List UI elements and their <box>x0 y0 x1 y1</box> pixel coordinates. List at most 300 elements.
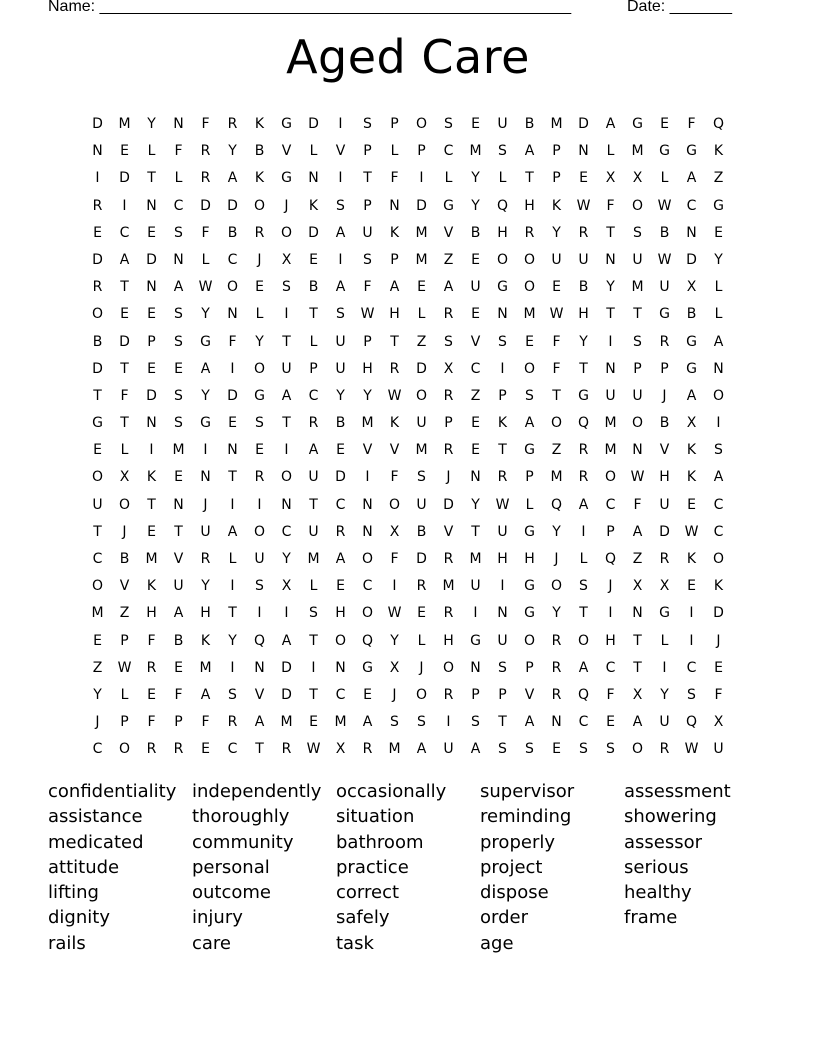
grid-letter[interactable]: A <box>686 387 697 404</box>
grid-letter[interactable]: O <box>226 279 239 296</box>
grid-letter[interactable]: L <box>417 632 426 649</box>
grid-letter[interactable]: U <box>281 360 292 377</box>
grid-letter[interactable]: J <box>122 523 127 540</box>
grid-letter[interactable]: G <box>686 143 697 160</box>
grid-letter[interactable]: B <box>92 333 103 350</box>
grid-letter[interactable]: S <box>336 306 345 323</box>
grid-letter[interactable]: G <box>524 442 535 459</box>
grid-letter[interactable]: O <box>415 116 428 132</box>
grid-letter[interactable]: E <box>147 523 156 540</box>
grid-letter[interactable]: P <box>120 632 129 649</box>
grid-letter[interactable]: O <box>253 197 266 214</box>
grid-letter[interactable]: T <box>633 306 642 323</box>
grid-letter[interactable]: E <box>147 360 156 377</box>
grid-letter[interactable]: U <box>200 523 211 540</box>
grid-letter[interactable]: F <box>201 224 210 241</box>
grid-letter[interactable]: O <box>550 415 563 432</box>
grid-letter[interactable]: E <box>93 632 102 649</box>
grid-letter[interactable]: A <box>119 251 130 268</box>
grid-letter[interactable]: T <box>228 469 237 486</box>
grid-letter[interactable]: O <box>604 469 617 486</box>
grid-letter[interactable]: R <box>443 442 454 459</box>
grid-letter[interactable]: M <box>631 143 644 160</box>
grid-letter[interactable]: V <box>362 442 373 459</box>
grid-letter[interactable]: S <box>255 578 264 595</box>
grid-letter[interactable]: E <box>660 116 669 132</box>
grid-letter[interactable]: F <box>174 143 183 160</box>
grid-letter[interactable]: P <box>498 686 507 703</box>
grid-letter[interactable]: E <box>336 442 345 459</box>
grid-letter[interactable]: P <box>363 197 372 214</box>
date-field[interactable]: Date: _______ <box>627 0 732 15</box>
grid-letter[interactable]: P <box>498 387 507 404</box>
grid-letter[interactable]: Z <box>551 442 562 459</box>
grid-letter[interactable]: A <box>605 116 616 132</box>
grid-letter[interactable]: H <box>524 197 535 214</box>
grid-letter[interactable]: O <box>577 632 590 649</box>
grid-letter[interactable]: J <box>662 387 667 404</box>
grid-letter[interactable]: P <box>390 116 399 132</box>
grid-letter[interactable]: Y <box>201 306 210 323</box>
grid-letter[interactable]: A <box>524 415 535 432</box>
grid-letter[interactable]: E <box>471 306 480 323</box>
grid-letter[interactable]: R <box>551 686 562 703</box>
grid-letter[interactable]: R <box>578 224 589 241</box>
grid-letter[interactable]: L <box>498 170 507 187</box>
grid-letter[interactable]: X <box>389 659 400 676</box>
grid-letter[interactable]: A <box>443 279 454 296</box>
grid-letter[interactable]: E <box>417 605 426 622</box>
grid-letter[interactable]: J <box>446 469 451 486</box>
grid-letter[interactable]: X <box>335 741 346 758</box>
grid-letter[interactable]: M <box>361 415 374 432</box>
grid-letter[interactable]: O <box>253 360 266 377</box>
grid-letter[interactable]: S <box>714 442 723 459</box>
grid-letter[interactable]: A <box>173 605 184 622</box>
grid-letter[interactable]: X <box>281 251 292 268</box>
grid-letter[interactable]: B <box>416 523 427 540</box>
grid-letter[interactable]: I <box>365 469 370 486</box>
grid-letter[interactable]: V <box>119 578 130 595</box>
grid-letter[interactable]: S <box>174 306 183 323</box>
grid-letter[interactable]: P <box>363 333 372 350</box>
grid-letter[interactable]: R <box>443 605 454 622</box>
grid-letter[interactable]: S <box>444 333 453 350</box>
grid-letter[interactable]: I <box>257 496 262 513</box>
grid-letter[interactable]: E <box>255 442 264 459</box>
grid-letter[interactable]: S <box>498 741 507 758</box>
grid-letter[interactable]: R <box>578 442 589 459</box>
grid-letter[interactable]: X <box>119 469 130 486</box>
grid-letter[interactable]: L <box>444 170 453 187</box>
grid-letter[interactable]: U <box>416 496 427 513</box>
grid-letter[interactable]: T <box>309 496 318 513</box>
grid-letter[interactable]: Q <box>604 551 617 567</box>
grid-letter[interactable]: M <box>307 551 320 567</box>
grid-letter[interactable]: C <box>686 659 697 676</box>
grid-letter[interactable]: L <box>174 170 183 187</box>
grid-letter[interactable]: O <box>253 523 266 540</box>
grid-letter[interactable]: I <box>284 306 289 323</box>
grid-letter[interactable]: Z <box>92 659 103 676</box>
grid-letter[interactable]: U <box>308 469 319 486</box>
grid-letter[interactable]: N <box>551 714 562 731</box>
grid-letter[interactable]: U <box>92 496 103 513</box>
grid-letter[interactable]: P <box>363 143 372 160</box>
grid-letter[interactable]: R <box>524 224 535 241</box>
grid-letter[interactable]: T <box>579 360 588 377</box>
grid-letter[interactable]: I <box>392 578 397 595</box>
grid-letter[interactable]: Q <box>577 686 590 703</box>
grid-letter[interactable]: U <box>497 116 508 132</box>
grid-letter[interactable]: P <box>390 251 399 268</box>
grid-letter[interactable]: M <box>550 469 563 486</box>
grid-letter[interactable]: D <box>578 116 589 132</box>
grid-letter[interactable]: B <box>524 116 535 132</box>
grid-letter[interactable]: A <box>524 143 535 160</box>
grid-letter[interactable]: S <box>174 333 183 350</box>
grid-letter[interactable]: N <box>632 442 643 459</box>
grid-letter[interactable]: T <box>309 306 318 323</box>
grid-letter[interactable]: I <box>338 116 343 132</box>
grid-letter[interactable]: E <box>120 306 129 323</box>
grid-letter[interactable]: L <box>228 551 237 567</box>
grid-letter[interactable]: E <box>714 224 723 241</box>
grid-letter[interactable]: L <box>309 333 318 350</box>
grid-letter[interactable]: H <box>335 605 346 622</box>
grid-letter[interactable]: N <box>173 496 184 513</box>
grid-letter[interactable]: T <box>498 442 507 459</box>
grid-letter[interactable]: H <box>659 469 670 486</box>
grid-letter[interactable]: B <box>578 279 589 296</box>
grid-letter[interactable]: C <box>119 224 130 241</box>
grid-letter[interactable]: J <box>716 632 721 649</box>
grid-letter[interactable]: R <box>659 551 670 567</box>
grid-letter[interactable]: U <box>416 415 427 432</box>
grid-letter[interactable]: R <box>443 306 454 323</box>
grid-letter[interactable]: C <box>335 496 346 513</box>
grid-letter[interactable]: D <box>308 224 319 241</box>
grid-letter[interactable]: T <box>363 170 372 187</box>
grid-letter[interactable]: X <box>632 578 643 595</box>
grid-letter[interactable]: L <box>714 279 723 296</box>
grid-letter[interactable]: D <box>146 251 157 268</box>
grid-letter[interactable]: L <box>120 442 129 459</box>
grid-letter[interactable]: S <box>579 741 588 758</box>
grid-letter[interactable]: M <box>550 116 563 132</box>
grid-letter[interactable]: W <box>630 469 645 486</box>
grid-letter[interactable]: J <box>554 551 559 567</box>
grid-letter[interactable]: E <box>579 170 588 187</box>
grid-letter[interactable]: A <box>335 551 346 567</box>
grid-letter[interactable]: I <box>608 333 613 350</box>
grid-letter[interactable]: E <box>174 659 183 676</box>
grid-letter[interactable]: C <box>605 496 616 513</box>
grid-letter[interactable]: H <box>200 605 211 622</box>
grid-letter[interactable]: D <box>335 469 346 486</box>
grid-letter[interactable]: R <box>416 578 427 595</box>
grid-letter[interactable]: I <box>311 659 316 676</box>
grid-letter[interactable]: A <box>200 360 211 377</box>
grid-letter[interactable]: N <box>605 360 616 377</box>
grid-letter[interactable]: N <box>146 415 157 432</box>
grid-letter[interactable]: F <box>714 686 723 703</box>
grid-letter[interactable]: Y <box>660 686 669 703</box>
grid-letter[interactable]: D <box>281 659 292 676</box>
grid-letter[interactable]: A <box>578 659 589 676</box>
grid-letter[interactable]: N <box>578 143 589 160</box>
grid-letter[interactable]: I <box>662 659 667 676</box>
grid-letter[interactable]: E <box>174 360 183 377</box>
grid-letter[interactable]: O <box>496 251 509 268</box>
grid-letter[interactable]: A <box>713 469 724 486</box>
grid-letter[interactable]: K <box>389 415 400 432</box>
grid-letter[interactable]: D <box>119 333 130 350</box>
grid-letter[interactable]: M <box>145 551 158 567</box>
grid-letter[interactable]: R <box>659 333 670 350</box>
grid-letter[interactable]: S <box>309 605 318 622</box>
grid-letter[interactable]: R <box>146 659 157 676</box>
grid-letter[interactable]: W <box>684 741 699 758</box>
grid-letter[interactable]: O <box>280 469 293 486</box>
grid-letter[interactable]: G <box>524 578 535 595</box>
grid-letter[interactable]: F <box>687 116 696 132</box>
grid-letter[interactable]: I <box>446 714 451 731</box>
grid-letter[interactable]: O <box>523 632 536 649</box>
grid-letter[interactable]: U <box>443 741 454 758</box>
grid-letter[interactable]: F <box>228 333 237 350</box>
grid-letter[interactable]: N <box>335 659 346 676</box>
grid-letter[interactable]: I <box>203 442 208 459</box>
grid-letter[interactable]: Q <box>685 714 698 731</box>
grid-letter[interactable]: G <box>281 116 292 132</box>
grid-letter[interactable]: F <box>606 686 615 703</box>
grid-letter[interactable]: P <box>552 143 561 160</box>
grid-letter[interactable]: F <box>390 469 399 486</box>
grid-letter[interactable]: M <box>118 116 131 132</box>
grid-letter[interactable]: W <box>117 659 132 676</box>
grid-letter[interactable]: T <box>552 387 561 404</box>
grid-letter[interactable]: E <box>147 224 156 241</box>
grid-letter[interactable]: V <box>470 333 481 350</box>
grid-letter[interactable]: S <box>606 741 615 758</box>
grid-letter[interactable]: G <box>713 197 724 214</box>
grid-letter[interactable]: P <box>417 143 426 160</box>
grid-letter[interactable]: B <box>659 415 670 432</box>
grid-letter[interactable]: G <box>578 387 589 404</box>
grid-letter[interactable]: S <box>363 116 372 132</box>
grid-letter[interactable]: P <box>120 714 129 731</box>
grid-letter[interactable]: S <box>579 578 588 595</box>
grid-letter[interactable]: L <box>201 251 210 268</box>
grid-letter[interactable]: O <box>523 279 536 296</box>
grid-letter[interactable]: E <box>93 224 102 241</box>
grid-letter[interactable]: T <box>633 632 642 649</box>
grid-letter[interactable]: D <box>227 197 238 214</box>
grid-letter[interactable]: W <box>684 523 699 540</box>
grid-letter[interactable]: U <box>335 333 346 350</box>
grid-letter[interactable]: K <box>254 116 265 132</box>
grid-letter[interactable]: Z <box>119 605 130 622</box>
grid-letter[interactable]: E <box>687 496 696 513</box>
grid-letter[interactable]: U <box>497 632 508 649</box>
grid-letter[interactable]: Y <box>201 578 210 595</box>
grid-letter[interactable]: F <box>147 714 156 731</box>
grid-letter[interactable]: U <box>551 251 562 268</box>
grid-letter[interactable]: G <box>497 279 508 296</box>
grid-letter[interactable]: T <box>471 523 480 540</box>
grid-letter[interactable]: E <box>309 251 318 268</box>
grid-letter[interactable]: E <box>309 714 318 731</box>
grid-letter[interactable]: U <box>497 523 508 540</box>
grid-letter[interactable]: G <box>200 415 211 432</box>
grid-letter[interactable]: I <box>338 170 343 187</box>
grid-letter[interactable]: M <box>388 741 401 758</box>
grid-letter[interactable]: O <box>91 469 104 486</box>
grid-letter[interactable]: Y <box>93 686 102 703</box>
grid-letter[interactable]: W <box>657 251 672 268</box>
grid-letter[interactable]: M <box>442 578 455 595</box>
grid-letter[interactable]: M <box>415 224 428 241</box>
grid-letter[interactable]: R <box>443 387 454 404</box>
grid-letter[interactable]: P <box>633 360 642 377</box>
grid-letter[interactable]: C <box>686 197 697 214</box>
grid-letter[interactable]: F <box>633 496 642 513</box>
grid-letter[interactable]: U <box>470 578 481 595</box>
grid-letter[interactable]: L <box>660 170 669 187</box>
grid-letter[interactable]: T <box>120 279 129 296</box>
grid-letter[interactable]: R <box>200 551 211 567</box>
grid-letter[interactable]: Y <box>228 632 237 649</box>
grid-letter[interactable]: T <box>228 605 237 622</box>
grid-letter[interactable]: Y <box>336 387 345 404</box>
grid-letter[interactable]: G <box>524 605 535 622</box>
grid-letter[interactable]: M <box>523 306 536 323</box>
grid-letter[interactable]: G <box>524 523 535 540</box>
grid-letter[interactable]: K <box>146 578 157 595</box>
grid-letter[interactable]: F <box>363 279 372 296</box>
grid-letter[interactable]: S <box>336 197 345 214</box>
grid-letter[interactable]: A <box>308 442 319 459</box>
grid-letter[interactable]: N <box>362 496 373 513</box>
grid-letter[interactable]: G <box>281 170 292 187</box>
grid-letter[interactable]: T <box>606 306 615 323</box>
grid-letter[interactable]: D <box>92 360 103 377</box>
grid-letter[interactable]: E <box>147 686 156 703</box>
grid-letter[interactable]: O <box>361 605 374 622</box>
grid-letter[interactable]: T <box>606 224 615 241</box>
grid-letter[interactable]: S <box>255 415 264 432</box>
grid-letter[interactable]: P <box>174 714 183 731</box>
grid-letter[interactable]: F <box>201 714 210 731</box>
grid-letter[interactable]: C <box>92 551 103 567</box>
grid-letter[interactable]: R <box>227 116 238 132</box>
grid-letter[interactable]: U <box>578 251 589 268</box>
grid-letter[interactable]: I <box>581 523 586 540</box>
grid-letter[interactable]: E <box>228 415 237 432</box>
grid-letter[interactable]: N <box>605 251 616 268</box>
grid-letter[interactable]: M <box>280 714 293 731</box>
grid-letter[interactable]: C <box>308 387 319 404</box>
grid-letter[interactable]: A <box>281 632 292 649</box>
grid-letter[interactable]: S <box>174 387 183 404</box>
grid-letter[interactable]: Y <box>552 224 561 241</box>
grid-letter[interactable]: B <box>470 224 481 241</box>
grid-letter[interactable]: B <box>119 551 130 567</box>
grid-letter[interactable]: M <box>415 251 428 268</box>
grid-letter[interactable]: E <box>147 306 156 323</box>
grid-letter[interactable]: C <box>713 523 724 540</box>
grid-letter[interactable]: G <box>362 659 373 676</box>
grid-letter[interactable]: B <box>308 279 319 296</box>
grid-letter[interactable]: G <box>443 197 454 214</box>
grid-letter[interactable]: T <box>282 415 291 432</box>
grid-letter[interactable]: P <box>444 415 453 432</box>
grid-letter[interactable]: V <box>659 442 670 459</box>
grid-letter[interactable]: V <box>254 686 265 703</box>
grid-letter[interactable]: R <box>389 360 400 377</box>
grid-letter[interactable]: Y <box>390 632 399 649</box>
grid-letter[interactable]: I <box>122 197 127 214</box>
grid-letter[interactable]: H <box>146 605 157 622</box>
grid-letter[interactable]: R <box>497 469 508 486</box>
grid-letter[interactable]: K <box>713 578 724 595</box>
grid-letter[interactable]: I <box>95 170 100 187</box>
grid-letter[interactable]: I <box>473 605 478 622</box>
grid-letter[interactable]: X <box>281 578 292 595</box>
grid-letter[interactable]: B <box>173 632 184 649</box>
grid-letter[interactable]: L <box>309 578 318 595</box>
grid-letter[interactable]: S <box>471 714 480 731</box>
grid-letter[interactable]: B <box>686 306 697 323</box>
grid-letter[interactable]: B <box>254 143 265 160</box>
grid-letter[interactable]: N <box>470 469 481 486</box>
grid-letter[interactable]: Y <box>471 496 480 513</box>
grid-letter[interactable]: G <box>659 605 670 622</box>
grid-letter[interactable]: E <box>417 279 426 296</box>
grid-letter[interactable]: D <box>281 686 292 703</box>
grid-letter[interactable]: W <box>495 496 510 513</box>
grid-letter[interactable]: U <box>308 523 319 540</box>
grid-letter[interactable]: S <box>525 741 534 758</box>
grid-letter[interactable]: N <box>470 659 481 676</box>
grid-letter[interactable]: O <box>712 387 725 404</box>
grid-letter[interactable]: X <box>713 714 724 731</box>
grid-letter[interactable]: D <box>416 197 427 214</box>
grid-letter[interactable]: A <box>281 387 292 404</box>
grid-letter[interactable]: G <box>254 387 265 404</box>
grid-letter[interactable]: U <box>713 741 724 758</box>
grid-letter[interactable]: L <box>579 551 588 567</box>
grid-letter[interactable]: K <box>686 469 697 486</box>
grid-letter[interactable]: T <box>390 333 399 350</box>
grid-letter[interactable]: S <box>174 415 183 432</box>
grid-letter[interactable]: E <box>714 659 723 676</box>
grid-letter[interactable]: F <box>552 333 561 350</box>
grid-letter[interactable]: C <box>578 714 589 731</box>
grid-letter[interactable]: Y <box>282 551 291 567</box>
grid-letter[interactable]: D <box>92 251 103 268</box>
grid-letter[interactable]: D <box>416 360 427 377</box>
grid-letter[interactable]: T <box>633 659 642 676</box>
grid-letter[interactable]: F <box>390 170 399 187</box>
grid-letter[interactable]: C <box>713 496 724 513</box>
grid-letter[interactable]: T <box>525 170 534 187</box>
grid-letter[interactable]: O <box>523 360 536 377</box>
grid-letter[interactable]: W <box>360 306 375 323</box>
grid-letter[interactable]: D <box>146 387 157 404</box>
grid-letter[interactable]: Q <box>550 496 563 513</box>
